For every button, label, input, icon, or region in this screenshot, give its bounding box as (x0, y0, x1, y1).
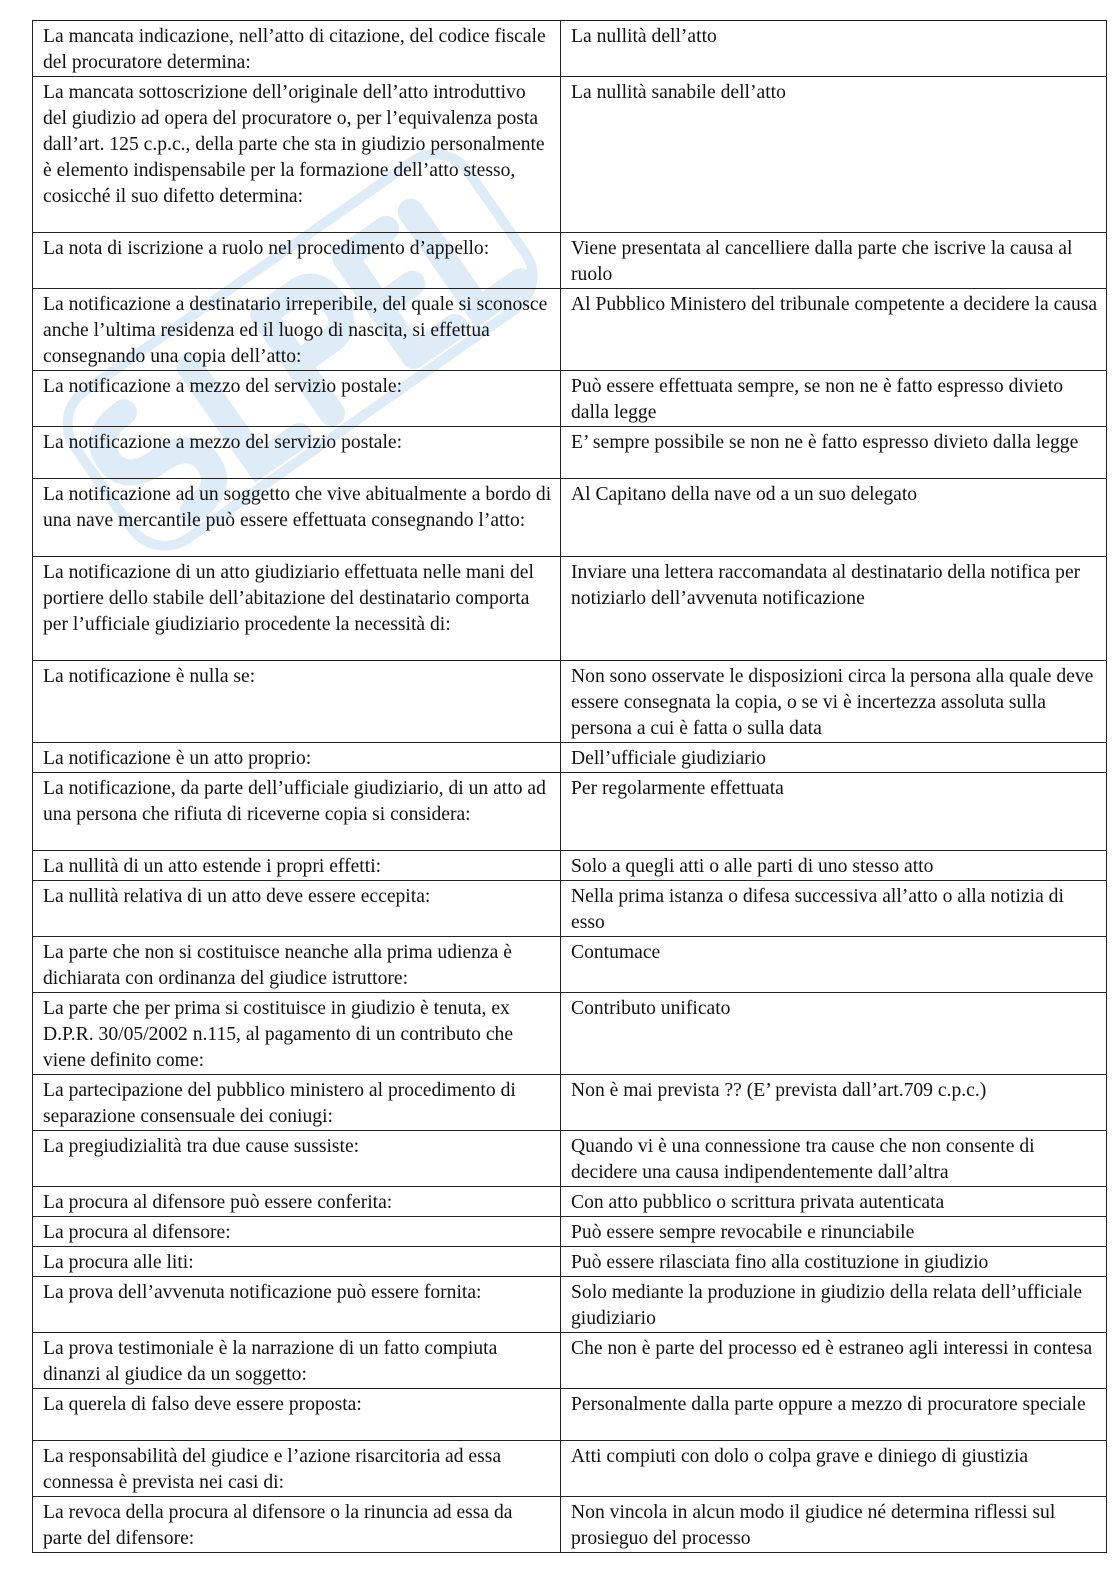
answer-cell: Contributo unificato (561, 993, 1107, 1075)
question-answer-table (32, 20, 1107, 1553)
answer-cell: Solo mediante la produzione in giudizio della relata dell’ufficiale giudiziario (561, 1277, 1107, 1333)
table-row (33, 1187, 1107, 1217)
question-cell: La notificazione di un atto giudiziario effettuata nelle mani del portiere dello stabile dell’abitazione del destinatario comporta per l’ufficiale giudiziario procedente la necessità di: (33, 557, 561, 661)
question-cell: La notificazione è un atto proprio: (33, 743, 561, 773)
answer-cell: Dell’ufficiale giudiziario (561, 743, 1107, 773)
question-cell: La nota di iscrizione a ruolo nel procedimento d’appello: (33, 233, 561, 289)
answer-cell: Al Capitano della nave od a un suo delegato (561, 479, 1107, 557)
table-row (33, 661, 1107, 743)
question-cell: La notificazione ad un soggetto che vive abitualmente a bordo di una nave mercantile può essere effettuata consegnando l’atto: (33, 479, 561, 557)
table-row (33, 1075, 1107, 1131)
question-cell: La notificazione è nulla se: (33, 661, 561, 743)
table-row (33, 1333, 1107, 1389)
table-row (33, 1247, 1107, 1277)
answer-cell: Non è mai prevista ?? (E’ prevista dall’art.709 c.p.c.) (561, 1075, 1107, 1131)
table-row (33, 743, 1107, 773)
question-cell: La revoca della procura al difensore o la rinuncia ad essa da parte del difensore: (33, 1497, 561, 1553)
answer-cell: Solo a quegli atti o alle parti di uno stesso atto (561, 851, 1107, 881)
table-row (33, 1131, 1107, 1187)
question-cell: La partecipazione del pubblico ministero al procedimento di separazione consensuale dei coniugi: (33, 1075, 561, 1131)
answer-cell: E’ sempre possibile se non ne è fatto espresso divieto dalla legge (561, 427, 1107, 479)
answer-cell: Inviare una lettera raccomandata al destinatario della notifica per notiziarlo dell’avvenuta notificazione (561, 557, 1107, 661)
question-cell: La prova dell’avvenuta notificazione può essere fornita: (33, 1277, 561, 1333)
question-cell: La prova testimoniale è la narrazione di un fatto compiuta dinanzi al giudice da un soggetto: (33, 1333, 561, 1389)
answer-cell: Al Pubblico Ministero del tribunale competente a decidere la causa (561, 289, 1107, 371)
table-row (33, 371, 1107, 427)
table-row (33, 773, 1107, 851)
table-row (33, 427, 1107, 479)
table-row (33, 937, 1107, 993)
question-cell: La parte che per prima si costituisce in giudizio è tenuta, ex D.P.R. 30/05/2002 n.115, al pagamento di un contributo che viene definito come: (33, 993, 561, 1075)
answer-cell: Può essere sempre revocabile e rinunciabile (561, 1217, 1107, 1247)
table-row (33, 1217, 1107, 1247)
question-cell: La notificazione a destinatario irreperibile, del quale si sconosce anche l’ultima residenza ed il luogo di nascita, si effettua consegnando una copia dell’atto: (33, 289, 561, 371)
question-cell: La mancata sottoscrizione dell’originale dell’atto introduttivo del giudizio ad opera del procuratore o, per l’equivalenza posta dall’art. 125 c.p.c., della parte che sta in giudizio personalmente è elemento indispensabile per la formazione dell’atto stesso, cosicché il suo difetto determina: (33, 77, 561, 233)
question-cell: La notificazione a mezzo del servizio postale: (33, 371, 561, 427)
table-row (33, 993, 1107, 1075)
table-row (33, 1497, 1107, 1553)
question-cell: La procura al difensore può essere conferita: (33, 1187, 561, 1217)
table-row (33, 1441, 1107, 1497)
table-row (33, 881, 1107, 937)
answer-cell: Può essere effettuata sempre, se non ne è fatto espresso divieto dalla legge (561, 371, 1107, 427)
answer-cell: La nullità sanabile dell’atto (561, 77, 1107, 233)
answer-cell: Non vincola in alcun modo il giudice né determina riflessi sul prosieguo del processo (561, 1497, 1107, 1553)
table-row (33, 851, 1107, 881)
question-cell: La notificazione, da parte dell’ufficiale giudiziario, di un atto ad una persona che rifiuta di riceverne copia si considera: (33, 773, 561, 851)
answer-cell: Può essere rilasciata fino alla costituzione in giudizio (561, 1247, 1107, 1277)
question-cell: La procura al difensore: (33, 1217, 561, 1247)
question-cell: La querela di falso deve essere proposta: (33, 1389, 561, 1441)
question-cell: La nullità relativa di un atto deve essere eccepita: (33, 881, 561, 937)
answer-cell: Nella prima istanza o difesa successiva all’atto o alla notizia di esso (561, 881, 1107, 937)
answer-cell: La nullità dell’atto (561, 21, 1107, 77)
question-cell: La mancata indicazione, nell’atto di citazione, del codice fiscale del procuratore determina: (33, 21, 561, 77)
question-cell: La parte che non si costituisce neanche alla prima udienza è dichiarata con ordinanza del giudice istruttore: (33, 937, 561, 993)
question-cell: La responsabilità del giudice e l’azione risarcitoria ad essa connessa è prevista nei casi di: (33, 1441, 561, 1497)
answer-cell: Con atto pubblico o scrittura privata autenticata (561, 1187, 1107, 1217)
answer-cell: Personalmente dalla parte oppure a mezzo di procuratore speciale (561, 1389, 1107, 1441)
table-row (33, 1389, 1107, 1441)
document-page (32, 20, 1106, 1553)
answer-cell: Per regolarmente effettuata (561, 773, 1107, 851)
table-row (33, 233, 1107, 289)
table-row (33, 21, 1107, 77)
answer-cell: Che non è parte del processo ed è estraneo agli interessi in contesa (561, 1333, 1107, 1389)
answer-cell: Viene presentata al cancelliere dalla parte che iscrive la causa al ruolo (561, 233, 1107, 289)
table-row (33, 557, 1107, 661)
question-cell: La pregiudizialità tra due cause sussiste: (33, 1131, 561, 1187)
answer-cell: Non sono osservate le disposizioni circa la persona alla quale deve essere consegnata la copia, o se vi è incertezza assoluta sulla persona a cui è fatta o sulla data (561, 661, 1107, 743)
question-cell: La nullità di un atto estende i propri effetti: (33, 851, 561, 881)
answer-cell: Quando vi è una connessione tra cause che non consente di decidere una causa indipendentemente dall’altra (561, 1131, 1107, 1187)
question-cell: La notificazione a mezzo del servizio postale: (33, 427, 561, 479)
table-row (33, 479, 1107, 557)
answer-cell: Atti compiuti con dolo o colpa grave e diniego di giustizia (561, 1441, 1107, 1497)
table-row (33, 289, 1107, 371)
answer-cell: Contumace (561, 937, 1107, 993)
table-row (33, 1277, 1107, 1333)
question-cell: La procura alle liti: (33, 1247, 561, 1277)
table-row (33, 77, 1107, 233)
